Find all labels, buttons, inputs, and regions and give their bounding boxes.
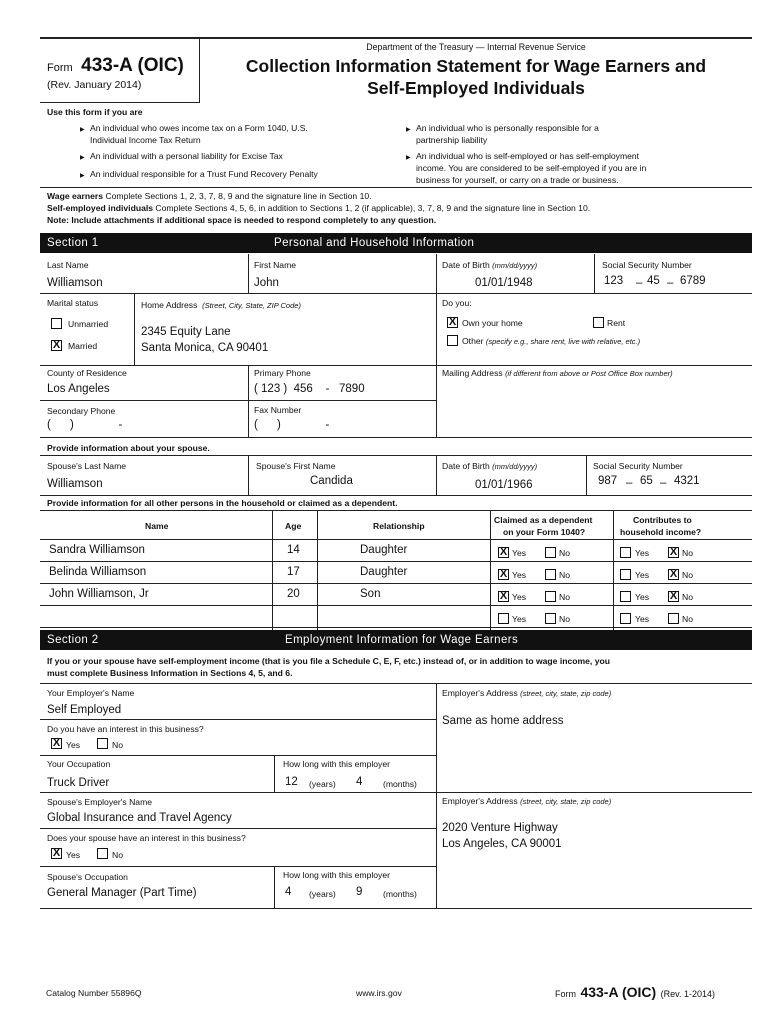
spouse-dob-field[interactable]: 01/01/1966	[475, 479, 533, 491]
spouse-last-name-field[interactable]: Williamson	[47, 478, 103, 490]
unmarried-label: Unmarried	[68, 319, 109, 329]
spouse-ssn-label: Social Security Number	[593, 461, 683, 471]
form-title-block	[47, 55, 184, 77]
claimed-no-label: No	[559, 614, 570, 624]
divider	[248, 366, 249, 438]
divider	[274, 867, 275, 908]
irs-website: www.irs.gov	[356, 988, 402, 998]
first-name-label: First Name	[254, 260, 297, 270]
fax-field[interactable]: ( ) -	[254, 419, 330, 431]
col-contrib-header-1: Contributes to	[633, 515, 692, 525]
divider	[436, 254, 437, 366]
contrib-yes-checkbox[interactable]	[620, 591, 631, 602]
interest-no-label: No	[112, 740, 123, 750]
spouse-occupation-label: Spouse's Occupation	[47, 872, 128, 882]
section2-intro-1: If you or your spouse have self-employment income (that is you file a Schedule C, E, F, etc.) instead of, or in addition to wage income, you	[47, 656, 610, 666]
intro-right-2a: An individual who is self-employed or has self-employment	[416, 151, 640, 161]
occupation-label: Your Occupation	[47, 759, 111, 769]
divider	[594, 254, 595, 294]
divider	[317, 511, 318, 630]
intro-rule	[40, 187, 752, 188]
spouse-years-field[interactable]: 4	[285, 886, 292, 898]
spouse-how-long-label: How long with this employer	[283, 870, 390, 880]
ssn-dash: –	[667, 277, 674, 289]
divider	[436, 456, 437, 496]
employer-name-field[interactable]: Self Employed	[47, 704, 122, 716]
intro-right-2b: income. You are considered to be self-employed if you are in	[416, 163, 647, 173]
ssn-field-1[interactable]: 123	[604, 275, 624, 287]
rule	[40, 365, 752, 366]
claimed-no-checkbox[interactable]	[545, 569, 556, 580]
col-name-header: Name	[145, 521, 169, 531]
spouse-interest-no-checkbox[interactable]	[97, 848, 108, 859]
rule	[40, 755, 437, 756]
household-relationship-field[interactable]: Daughter	[360, 566, 408, 578]
spouse-ssn-field-2[interactable]: 65	[640, 475, 653, 487]
divider	[436, 684, 437, 908]
section2-label: Section 2	[47, 634, 99, 646]
form-title-line1: Collection Information Statement for Wage Earners and	[245, 56, 707, 76]
claimed-yes-label: Yes	[512, 614, 527, 624]
contrib-no-label: No	[682, 614, 693, 624]
intro-right-1a: An individual who is personally responsible for a	[416, 123, 599, 133]
intro-left-1a: An individual who owes income tax on a Form 1040, U.S.	[90, 123, 308, 133]
ssn-dash: –	[636, 277, 643, 289]
section2-bar	[40, 630, 752, 650]
ssn-field-3[interactable]: 6789	[680, 275, 706, 287]
col-age-header: Age	[285, 521, 302, 531]
rule	[40, 908, 752, 909]
ssn-dash: –	[626, 477, 633, 489]
rule	[40, 539, 752, 540]
employer-name-label: Your Employer's Name	[47, 688, 135, 698]
household-name-field[interactable]: John Williamson, Jr	[49, 588, 149, 600]
ssn-label: Social Security Number	[602, 260, 692, 270]
claimed-yes-checkbox[interactable]	[498, 613, 509, 624]
county-label: County of Residence	[47, 368, 127, 378]
form-revision: (Rev. January 2014)	[47, 79, 142, 91]
rule	[40, 719, 437, 720]
household-age-field[interactable]: 14	[287, 544, 300, 556]
contrib-yes-label: Yes	[635, 614, 650, 624]
contrib-no-label: No	[682, 548, 693, 558]
spouse-first-name-field[interactable]: Candida	[310, 475, 353, 487]
rule	[40, 792, 752, 793]
fax-label: Fax Number	[254, 405, 302, 415]
dob-field[interactable]: 01/01/1948	[475, 277, 533, 289]
spouse-ssn-field-3[interactable]: 4321	[674, 475, 700, 487]
spouse-employer-address-line2[interactable]: Los Angeles, CA 90001	[442, 838, 562, 850]
married-checkbox[interactable]: X	[52, 339, 61, 351]
intro-left-3: An individual responsible for a Trust Fund Recovery Penalty	[90, 169, 318, 179]
rule	[40, 828, 437, 829]
contrib-yes-label: Yes	[635, 548, 650, 558]
col-claimed-header-1: Claimed as a dependent	[494, 515, 593, 525]
claimed-yes-label: Yes	[512, 548, 527, 558]
section2-title: Employment Information for Wage Earners	[285, 634, 519, 646]
do-you-label: Do you:	[442, 298, 472, 308]
first-name-field[interactable]: John	[254, 277, 279, 289]
other-label: Other (specify e.g., share rent, live with relative, etc.)	[462, 336, 641, 346]
married-label: Married	[68, 341, 98, 351]
contrib-yes-label: Yes	[635, 570, 650, 580]
rule	[40, 293, 752, 294]
last-name-label: Last Name	[47, 260, 89, 270]
rule	[40, 683, 752, 684]
primary-phone-field[interactable]: ( 123 ) 456 - 7890	[254, 383, 365, 395]
rent-checkbox[interactable]	[593, 317, 604, 328]
home-address-label: Home Address (Street, City, State, ZIP Code)	[141, 300, 301, 310]
bullet-icon: ▶	[80, 127, 85, 133]
claimed-yes-checkbox[interactable]: X	[499, 568, 508, 580]
intro-left-2: An individual with a personal liability for Excise Tax	[90, 151, 283, 161]
col-contrib-header-2: household income?	[620, 527, 702, 537]
spouse-employer-address-line1[interactable]: 2020 Venture Highway	[442, 822, 558, 834]
spouse-ssn-field-1[interactable]: 987	[598, 475, 618, 487]
spouse-dob-label: Date of Birth (mm/dd/yyyy)	[442, 461, 538, 471]
household-heading: Provide information for all other persons in the household or claimed as a dependent.	[47, 498, 398, 508]
contrib-yes-checkbox[interactable]	[620, 547, 631, 558]
contrib-yes-checkbox[interactable]	[620, 613, 631, 624]
ssn-field-2[interactable]: 45	[647, 275, 660, 287]
divider	[436, 366, 437, 438]
claimed-no-label: No	[559, 570, 570, 580]
divider	[490, 511, 491, 630]
spouse-first-name-label: Spouse's First Name	[256, 461, 336, 471]
spouse-months-field[interactable]: 9	[356, 886, 363, 898]
claimed-no-checkbox[interactable]	[545, 591, 556, 602]
employer-years-field[interactable]: 12	[285, 776, 298, 788]
contrib-no-label: No	[682, 592, 693, 602]
claimed-no-label: No	[559, 592, 570, 602]
county-field[interactable]: Los Angeles	[47, 383, 110, 395]
divider	[613, 511, 614, 630]
household-age-field[interactable]: 17	[287, 566, 300, 578]
own-home-checkbox[interactable]: X	[448, 316, 457, 328]
bullet-icon: ▶	[406, 155, 411, 161]
intro-right-1b: partnership liability	[416, 135, 488, 145]
rule	[40, 510, 752, 511]
divider	[272, 511, 273, 630]
divider	[586, 456, 587, 496]
claimed-yes-label: Yes	[512, 592, 527, 602]
contrib-no-checkbox[interactable]: X	[669, 546, 678, 558]
bullet-icon: ▶	[80, 173, 85, 179]
claimed-yes-label: Yes	[512, 570, 527, 580]
household-name-field[interactable]: Sandra Williamson	[49, 544, 145, 556]
employer-address-field[interactable]: Same as home address	[442, 715, 564, 727]
spouse-last-name-label: Spouse's Last Name	[47, 461, 127, 471]
table-row-rule	[40, 561, 752, 562]
rent-label: Rent	[607, 318, 626, 328]
divider	[248, 254, 249, 294]
divider	[274, 756, 275, 792]
bullet-icon: ▶	[80, 155, 85, 161]
col-relationship-header: Relationship	[373, 521, 425, 531]
spouse-employer-address-label: Employer's Address (street, city, state, zip code)	[442, 796, 612, 806]
spouse-employer-label: Spouse's Employer's Name	[47, 797, 153, 807]
claimed-no-checkbox[interactable]	[545, 613, 556, 624]
employer-months-field[interactable]: 4	[356, 776, 363, 788]
spouse-heading: Provide information about your spouse.	[47, 443, 210, 453]
rule	[40, 866, 437, 867]
section1-bar	[40, 233, 752, 253]
home-address-line1[interactable]: 2345 Equity Lane	[141, 326, 231, 338]
contrib-no-checkbox[interactable]	[668, 613, 679, 624]
bullet-icon: ▶	[406, 127, 411, 133]
primary-phone-label: Primary Phone	[254, 368, 311, 378]
interest-no-checkbox[interactable]	[97, 738, 108, 749]
footer-form-number: 433-A (OIC)	[580, 984, 657, 1000]
own-home-label: Own your home	[462, 318, 523, 328]
years-label: (years)	[309, 779, 336, 789]
household-relationship-field[interactable]: Son	[360, 588, 381, 600]
form-title-line2: Self-Employed Individuals	[367, 78, 585, 98]
agency-name: Department of the Treasury — Internal Revenue Service	[366, 42, 586, 52]
secondary-phone-field[interactable]: ( ) -	[47, 419, 123, 431]
contrib-yes-label: Yes	[635, 592, 650, 602]
secondary-phone-label: Secondary Phone	[47, 406, 116, 416]
contrib-no-checkbox[interactable]: X	[669, 568, 678, 580]
rule	[40, 400, 437, 401]
employer-address-label: Employer's Address (street, city, state, zip code)	[442, 688, 612, 698]
intro-left-1b: Individual Income Tax Return	[90, 135, 201, 145]
catalog-number: Catalog Number 55896Q	[46, 988, 142, 998]
claimed-yes-checkbox[interactable]: X	[499, 590, 508, 602]
home-address-line2[interactable]: Santa Monica, CA 90401	[141, 342, 269, 354]
table-row-rule	[40, 627, 752, 628]
contrib-no-checkbox[interactable]: X	[669, 590, 678, 602]
table-row-rule	[40, 583, 752, 584]
how-long-label: How long with this employer	[283, 759, 390, 769]
claimed-no-label: No	[559, 548, 570, 558]
use-if-heading: Use this form if you are	[47, 107, 143, 117]
col-claimed-header-2: on your Form 1040?	[503, 527, 586, 537]
top-rule	[40, 37, 752, 39]
spouse-employer-field[interactable]: Global Insurance and Travel Agency	[47, 812, 232, 824]
dob-label: Date of Birth (mm/dd/yyyy)	[442, 260, 538, 270]
last-name-field[interactable]: Williamson	[47, 277, 103, 289]
footer-form-prefix: Form	[555, 989, 576, 999]
months-label: (months)	[383, 889, 417, 899]
attachments-note: Note: Include attachments if additional space is needed to respond completely to any question.	[47, 215, 437, 225]
interest-label: Do you have an interest in this business?	[47, 724, 204, 734]
marital-status-label: Marital status	[47, 298, 99, 308]
divider	[134, 294, 135, 366]
contrib-yes-checkbox[interactable]	[620, 569, 631, 580]
section1-label: Section 1	[47, 237, 99, 249]
footer-form-id	[555, 984, 715, 1002]
mailing-address-label: Mailing Address (if different from above or Post Office Box number)	[442, 368, 673, 378]
claimed-yes-checkbox[interactable]: X	[499, 546, 508, 558]
years-label: (years)	[309, 889, 336, 899]
interest-yes-label: Yes	[66, 740, 81, 750]
claimed-no-checkbox[interactable]	[545, 547, 556, 558]
form-number: 433-A (OIC)	[81, 55, 184, 76]
wage-earners-line: Wage earners Complete Sections 1, 2, 3, 7, 8, 9 and the signature line in Section 10.	[47, 191, 372, 201]
unmarried-checkbox[interactable]	[51, 318, 62, 329]
spouse-interest-no-label: No	[112, 850, 123, 860]
household-age-field[interactable]: 20	[287, 588, 300, 600]
other-checkbox[interactable]	[447, 335, 458, 346]
form-prefix: Form	[47, 62, 73, 74]
spouse-occupation-field[interactable]: General Manager (Part Time)	[47, 887, 197, 899]
spouse-interest-yes-label: Yes	[66, 850, 81, 860]
months-label: (months)	[383, 779, 417, 789]
ssn-dash: –	[660, 477, 667, 489]
household-name-field[interactable]: Belinda Williamson	[49, 566, 147, 578]
spouse-interest-yes-checkbox[interactable]: X	[52, 847, 61, 859]
interest-yes-checkbox[interactable]: X	[52, 737, 61, 749]
intro-right-2c: business for yourself, or carry on a trade or business.	[416, 175, 619, 185]
occupation-field[interactable]: Truck Driver	[47, 777, 110, 789]
divider	[248, 456, 249, 496]
header-bottom-left-rule	[40, 102, 200, 103]
rule	[40, 495, 752, 496]
rule	[40, 455, 752, 456]
spouse-interest-label: Does your spouse have an interest in this business?	[47, 833, 246, 843]
section2-intro-2: must complete Business Information in Sections 4, 5, and 6.	[47, 668, 293, 678]
contrib-no-label: No	[682, 570, 693, 580]
section1-title: Personal and Household Information	[274, 237, 475, 249]
footer-revision: (Rev. 1-2014)	[660, 989, 715, 999]
self-employed-line: Self-employed individuals Complete Sections 4, 5, 6, in addition to Sections 1, 2 (if applicable), 3, 7, 8, 9 and the signature line in Section 10.	[47, 203, 591, 213]
household-relationship-field[interactable]: Daughter	[360, 544, 408, 556]
table-row-rule	[40, 605, 752, 606]
rule	[40, 437, 752, 438]
